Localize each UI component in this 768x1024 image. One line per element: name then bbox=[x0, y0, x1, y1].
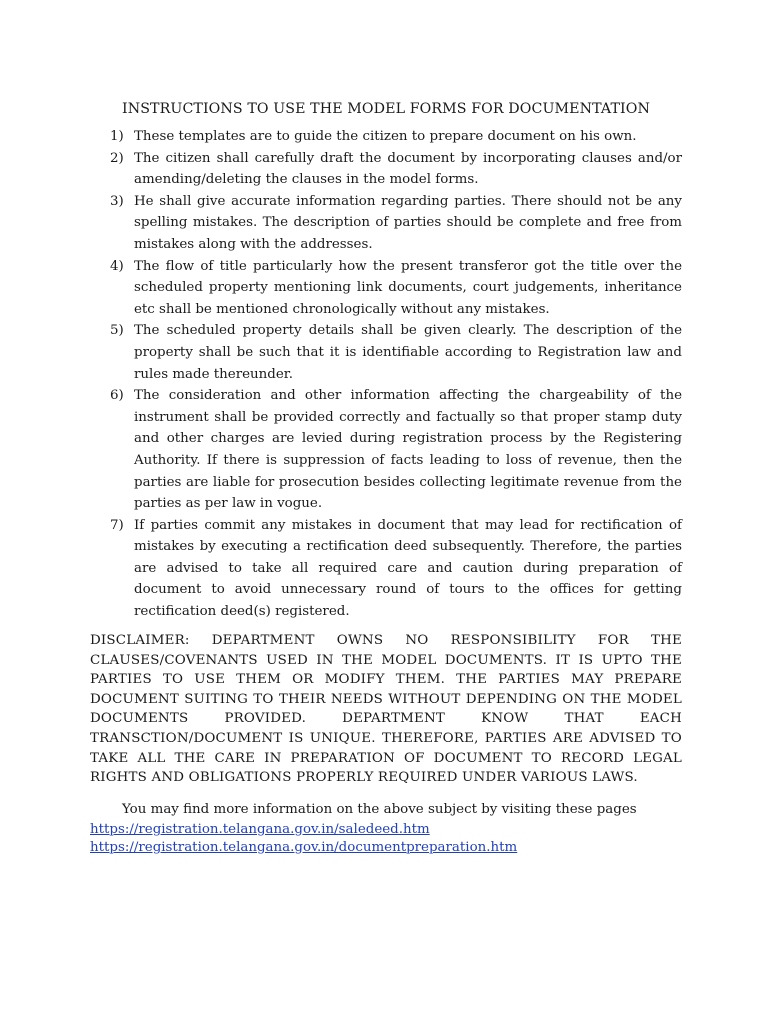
instruction-text: These templates are to guide the citizen to prepare document on his own. bbox=[134, 129, 637, 144]
instruction-text: The citizen shall carefully draft the document by incorporating clauses and/or amending/deleting the clauses in the model forms. bbox=[134, 150, 682, 188]
instruction-text: The consideration and other information affecting the chargeability of the instrument shall be provided correctly and factually so that proper stamp duty and other charges are levied during registration process by the Registering Authority. If there is suppression of facts leading to loss of revenue, then the parties are liable for prosecution besides collecting legitimate revenue from the parties as per law in vogue. bbox=[134, 388, 682, 512]
instruction-item-7 bbox=[90, 515, 682, 623]
instruction-number: 5) bbox=[110, 323, 124, 339]
disclaimer-paragraph: DISCLAIMER: DEPARTMENT OWNS NO RESPONSIBILITY FOR THE CLAUSES/COVENANTS USED IN THE MODEL DOCUMENTS. IT IS UPTO THE PARTIES TO USE THEM OR MODIFY THEM. THE PARTIES MAY PREPARE DOCUMENT SUITING TO THEIR NEEDS WITHOUT DEPENDING ON THE MODEL DOCUMENTS PROVIDED. DEPARTMENT KNOW THAT EACH TRANSCTION/DOCUMENT IS UNIQUE. THEREFORE, PARTIES ARE ADVISED TO TAKE ALL THE CARE IN PREPARATION OF DOCUMENT TO RECORD LEGAL RIGHTS AND OBLIGATIONS PROPERLY REQUIRED UNDER VARIOUS LAWS. bbox=[90, 633, 682, 786]
instruction-number: 6) bbox=[110, 388, 124, 404]
instruction-number: 3) bbox=[110, 193, 124, 209]
instruction-item-6 bbox=[90, 385, 682, 515]
instruction-text: He shall give accurate information regarding parties. There should not be any spelling mistakes. The description of parties should be complete and free from mistakes along with the addresses. bbox=[134, 193, 682, 252]
instruction-number: 1) bbox=[110, 129, 124, 144]
instructions-list bbox=[90, 126, 682, 623]
instruction-text: The flow of title particularly how the present transferor got the title over the scheduled property mentioning link documents, court judgements, inheritance etc shall be mentioned chronologically without any mistakes. bbox=[134, 258, 682, 317]
saledeed-link[interactable]: https://registration.telangana.gov.in/saledeed.htm bbox=[90, 822, 430, 837]
instruction-number: 4) bbox=[110, 258, 124, 274]
instruction-item-5 bbox=[90, 320, 682, 385]
more-info-text: You may find more information on the above subject by visiting these pages bbox=[122, 802, 637, 817]
instruction-item-3 bbox=[90, 191, 682, 256]
document-title: INSTRUCTIONS TO USE THE MODEL FORMS FOR DOCUMENTATION bbox=[122, 101, 650, 117]
instruction-item-4 bbox=[90, 256, 682, 321]
instruction-text: The scheduled property details shall be given clearly. The description of the property shall be such that it is identifiable according to Registration law and rules made thereunder. bbox=[134, 323, 682, 382]
instruction-number: 2) bbox=[110, 150, 124, 166]
instruction-item-1 bbox=[90, 126, 682, 148]
instruction-item-2 bbox=[90, 148, 682, 191]
instruction-text: If parties commit any mistakes in document that may lead for rectification of mistakes by executing a rectification deed subsequently. Therefore, the parties are advised to take all required care and caution during preparation of document to avoid unnecessary round of tours to the offices for getting rectification deed(s) registered. bbox=[134, 517, 682, 620]
instruction-number: 7) bbox=[110, 517, 124, 533]
document-preparation-link[interactable]: https://registration.telangana.gov.in/documentpreparation.htm bbox=[90, 840, 518, 855]
